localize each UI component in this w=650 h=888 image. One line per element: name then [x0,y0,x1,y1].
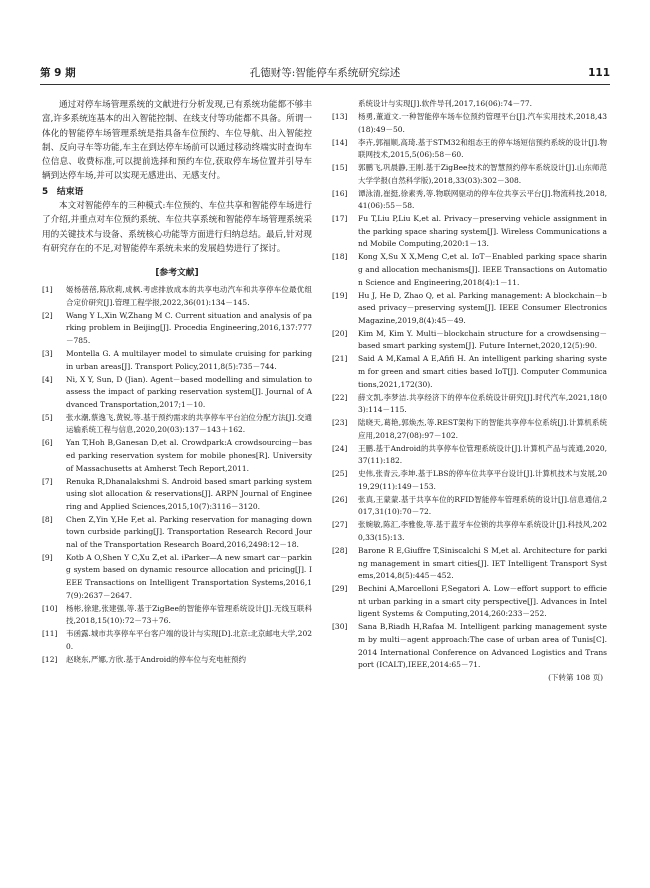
section-heading: 5 结束语 [42,186,84,197]
reference-entry [332,213,607,251]
reference-entry [42,412,312,437]
reference-number: [3] [42,349,53,359]
reference-entry [42,603,312,628]
reference-entry [332,137,607,162]
reference-number: [10] [42,603,58,613]
reference-entry [332,162,607,187]
reference-text: Bechini A,Marcelloni F,Segatori A. Low－effort support to efficient urban parking in a smart city perspective[J]. Advances in Intelligent Systems & Computing,2014,260:233－252. [358,584,607,619]
reference-number: [23] [332,418,348,428]
reference-text: 张真,王蒙蒙.基于共享车位的RFID智能停车管理系统的设计[J].信息通信,2017,31(10):70－72. [358,494,607,517]
page-number: 111 [588,67,610,79]
reference-number: [24] [332,443,348,453]
reference-entry [332,98,607,111]
reference-text: Kong X,Su X X,Meng C,et al. IoT－Enabled parking space sharing and allocation mechanisms[J]. IEEE Transactions on Automation Science and Engineering,2018(4):1－11. [358,252,607,287]
reference-text: Chen Z,Yin Y,He F,et al. Parking reservation for managing downtown curbside parking[J]. Transportation Research Record Journal of the Transportation Research Board,2016,2498:12－18. [66,514,312,549]
reference-entry [332,583,607,621]
reference-text: 韦函露.城市共享停车平台客户端的设计与实现[D].北京:北京邮电大学,2020. [66,629,312,651]
reference-text: 系统设计与实现[J].软件导刊,2017,16(06):74－77. [358,99,533,108]
reference-number: [21] [332,354,348,364]
reference-number: [13] [332,111,348,121]
header-rule [40,84,610,85]
reference-text: 陆晓天,葛艳,郭焕杰,等.REST架构下的智能共享停车位系统[J].计算机系统应用,2018,27(08):97－102. [358,418,607,440]
reference-entry [332,443,607,468]
reference-number: [12] [42,654,58,664]
left-column [42,98,312,667]
reference-text: Fu T,Liu P,Liu K,et al. Privacy－preserving vehicle assignment in the parking space sharing system[J]. Wireless Communications and Mobile Computing,2020:1－13. [358,214,607,249]
continued-note: (下转第 108 页) [548,673,603,683]
reference-entry [332,251,607,289]
reference-text: Yan T,Hoh B,Ganesan D,et al. Crowdpark:A crowdsourcing－based parking reservation system for mobile phones[R]. University of Massachusetts at Amherst Tech Report,2011. [66,438,312,473]
reference-number: [26] [332,494,348,504]
reference-entry [42,437,312,475]
reference-number: [11] [42,629,58,639]
reference-text: Ni, X Y, Sun, D (Jian). Agent－based modelling and simulation to assess the impact of parking reservation system[J]. Journal of Advanced Transportation,2017;1－10. [66,374,312,409]
reference-number: [5] [42,412,53,422]
right-column [332,98,607,685]
reference-number: [14] [332,137,348,147]
reference-number: [19] [332,290,348,300]
reference-entry [42,374,312,412]
reference-text: Barone R E,Giuffre T,Siniscalchi S M,et al. Architecture for parking management in smart cities[J]. IET Intelligent Transport Systems,2014,8(5):445－452. [358,546,607,581]
references-heading: [参考文献] [155,268,199,279]
reference-number: [15] [332,163,348,173]
reference-number: [17] [332,214,348,224]
reference-text: 王鹏.基于Android的共享停车位管理系统设计[J].计算机产品与流通,2020,37(11):182. [358,443,607,466]
reference-text: 杨彬,徐建,张建强,等.基于ZigBee的智能停车管理系统设计[J].无线互联科技,2018,15(10):72－73＋76. [66,603,312,626]
reference-entry [42,348,312,373]
reference-entry [42,310,312,348]
reference-number: [28] [332,546,348,556]
reference-list-left [42,284,312,666]
reference-text: 谭泳清,崔挺,徐素秀,等.物联网驱动的停车位共享云平台[J].物流科技,2018,41(06):55－58. [358,188,607,211]
reference-entry [332,494,607,519]
reference-entry [42,514,312,552]
reference-text: 李卉,郭福顺,高琦.基于STM32和组态王的停车场短信预约系统的设计[J].物联网技术,2015,5(06):58－60. [358,137,607,160]
reference-entry [42,552,312,602]
reference-number: [29] [332,584,348,594]
reference-entry [42,284,312,309]
running-title: 孔德财等:智能停车系统研究综述 [249,67,401,79]
reference-entry [332,290,607,328]
reference-entry [332,621,607,671]
reference-entry [42,654,312,667]
reference-text: Montella G. A multilayer model to simulate cruising for parking in urban areas[J]. Transport Policy,2011,8(5):735－744. [66,349,312,371]
reference-number: [27] [332,520,348,530]
reference-text: Kotb A O,Shen Y C,Xu Z,et al. iParker—A new smart car－parking system based on dynamic resource allocation and pricing[J]. IEEE Transactions on Intelligent Transportation Systems,2016,17(9):2637－2647. [66,552,312,600]
reference-text: 郭鹏飞,巩晨静,王刚.基于ZigBee技术的智慧预约停车系统设计[J].山东师范大学学报(自然科学版),2018,33(03):302－308. [358,163,607,185]
reference-entry [332,468,607,493]
reference-number: [20] [332,328,348,338]
reference-entry [332,392,607,417]
reference-number: [8] [42,514,53,524]
reference-text: 张婉敏,陈汇,李雅俊,等.基于蓝牙车位锁的共享停车系统设计[J].科技风,2020,33(15):13. [358,520,607,543]
reference-number: [9] [42,552,53,562]
reference-text: 杨勇,董道文.一种智能停车场车位预约管理平台[J].汽车实用技术,2018,43(18):49－50. [358,111,607,134]
reference-entry [332,353,607,391]
reference-text: Hu J, He D, Zhao Q, et al. Parking management: A blockchain－based privacy－preserving system[J]. IEEE Consumer Electronics Magazine,2019,8(4):45－49. [358,290,607,325]
reference-entry [332,328,607,353]
reference-number: [4] [42,374,53,384]
reference-entry [332,417,607,442]
body-paragraph: 本文对智能停车的三种模式:车位预约、车位共享和智能停车场进行了介绍,并重点对车位预约系统、车位共享系统和智能停车场管理系统采用的关键技术与设备、系统核心功能等方面进行归纳总结。最后,针对现有研究存在的不足,对智能停车系统未来的发展趋势进行了探讨。 [42,201,312,254]
reference-number: [18] [332,252,348,262]
reference-number: [16] [332,188,348,198]
reference-entry [332,188,607,213]
reference-number: [1] [42,285,53,295]
reference-number: [22] [332,392,348,402]
reference-number: [7] [42,476,53,486]
reference-entry [42,628,312,653]
reference-text: 姬杨蓓蓓,陈欣莉,成枫.考虑排放成本的共享电动汽车和共享停车位最优组合定价研究[J].管理工程学报,2022,36(01):134－145. [66,285,312,307]
reference-text: 薛文凯,李梦洁.共享经济下的停车位系统设计研究[J].时代汽车,2021,18(03):114－115. [358,392,607,415]
reference-text: Wang Y L,Xin W,Zhang M C. Current situation and analysis of parking problem in Beijing[J]. Procedia Engineering,2016,137:777－785. [66,310,312,346]
reference-entry [332,519,607,544]
reference-text: Renuka R,Dhanalakshmi S. Android based smart parking system using slot allocation & reservations[J]. ARPN Journal of Engineering and Applied Sciences,2015,10(7):3116－3120. [66,476,312,511]
running-header [40,66,610,83]
reference-text: 史伟,张青云,李坤.基于LBS的停车位共享平台设计[J].计算机技术与发展,2019,29(11):149－153. [358,469,607,491]
reference-text: 张水潮,蔡逸飞,黄锐,等.基于预约需求的共享停车平台泊位分配方法[J].交通运输系统工程与信息,2020,20(03):137－143＋162. [66,412,312,435]
reference-list-right [332,98,607,672]
reference-text: Said A M,Kamal A E,Afifi H. An intelligent parking sharing system for green and smart cities based IoT[J]. Computer Communications,2021,172(30). [358,354,607,389]
reference-entry [332,545,607,583]
reference-number: [30] [332,622,348,632]
issue-number: 第 9 期 [40,67,76,79]
body-paragraph: 通过对停车场管理系统的文献进行分析发现,已有系统功能都不够丰富,许多系统连基本的出入智能控制、在线支付等功能都不具备。所谓一体化的智能停车场管理系统是指具备车位预约、车位导航、出入智能控制、反向寻车等功能,车主在到达停车场前可以通过移动终端实时查询车位信息、收费标准,可以提前选择和预约车位,获取停车场位置并引导车辆到达停车场,并可以实现无感进出、无感支付。 [42,100,312,182]
reference-entry [332,111,607,136]
reference-text: 赵晓东,严娜,方欣.基于Android的停车位与充电桩预约 [66,654,246,664]
reference-number: [25] [332,469,348,479]
reference-entry [42,476,312,514]
reference-text: Sana B,Riadh H,Rafaa M. Intelligent parking management system by multi－agent approach:The case of urban area of Tunis[C]. 2014 International Conference on Advanced Logistics and Transport (ICALT),IEEE,2014:65－71. [358,622,607,670]
reference-number [332,98,358,111]
reference-number: [2] [42,310,53,320]
reference-text: Kim M, Kim Y. Multi－blockchain structure for a crowdsensing－based smart parking system[J]. Future Internet,2020,12(5):90. [358,328,607,351]
reference-number: [6] [42,438,53,448]
